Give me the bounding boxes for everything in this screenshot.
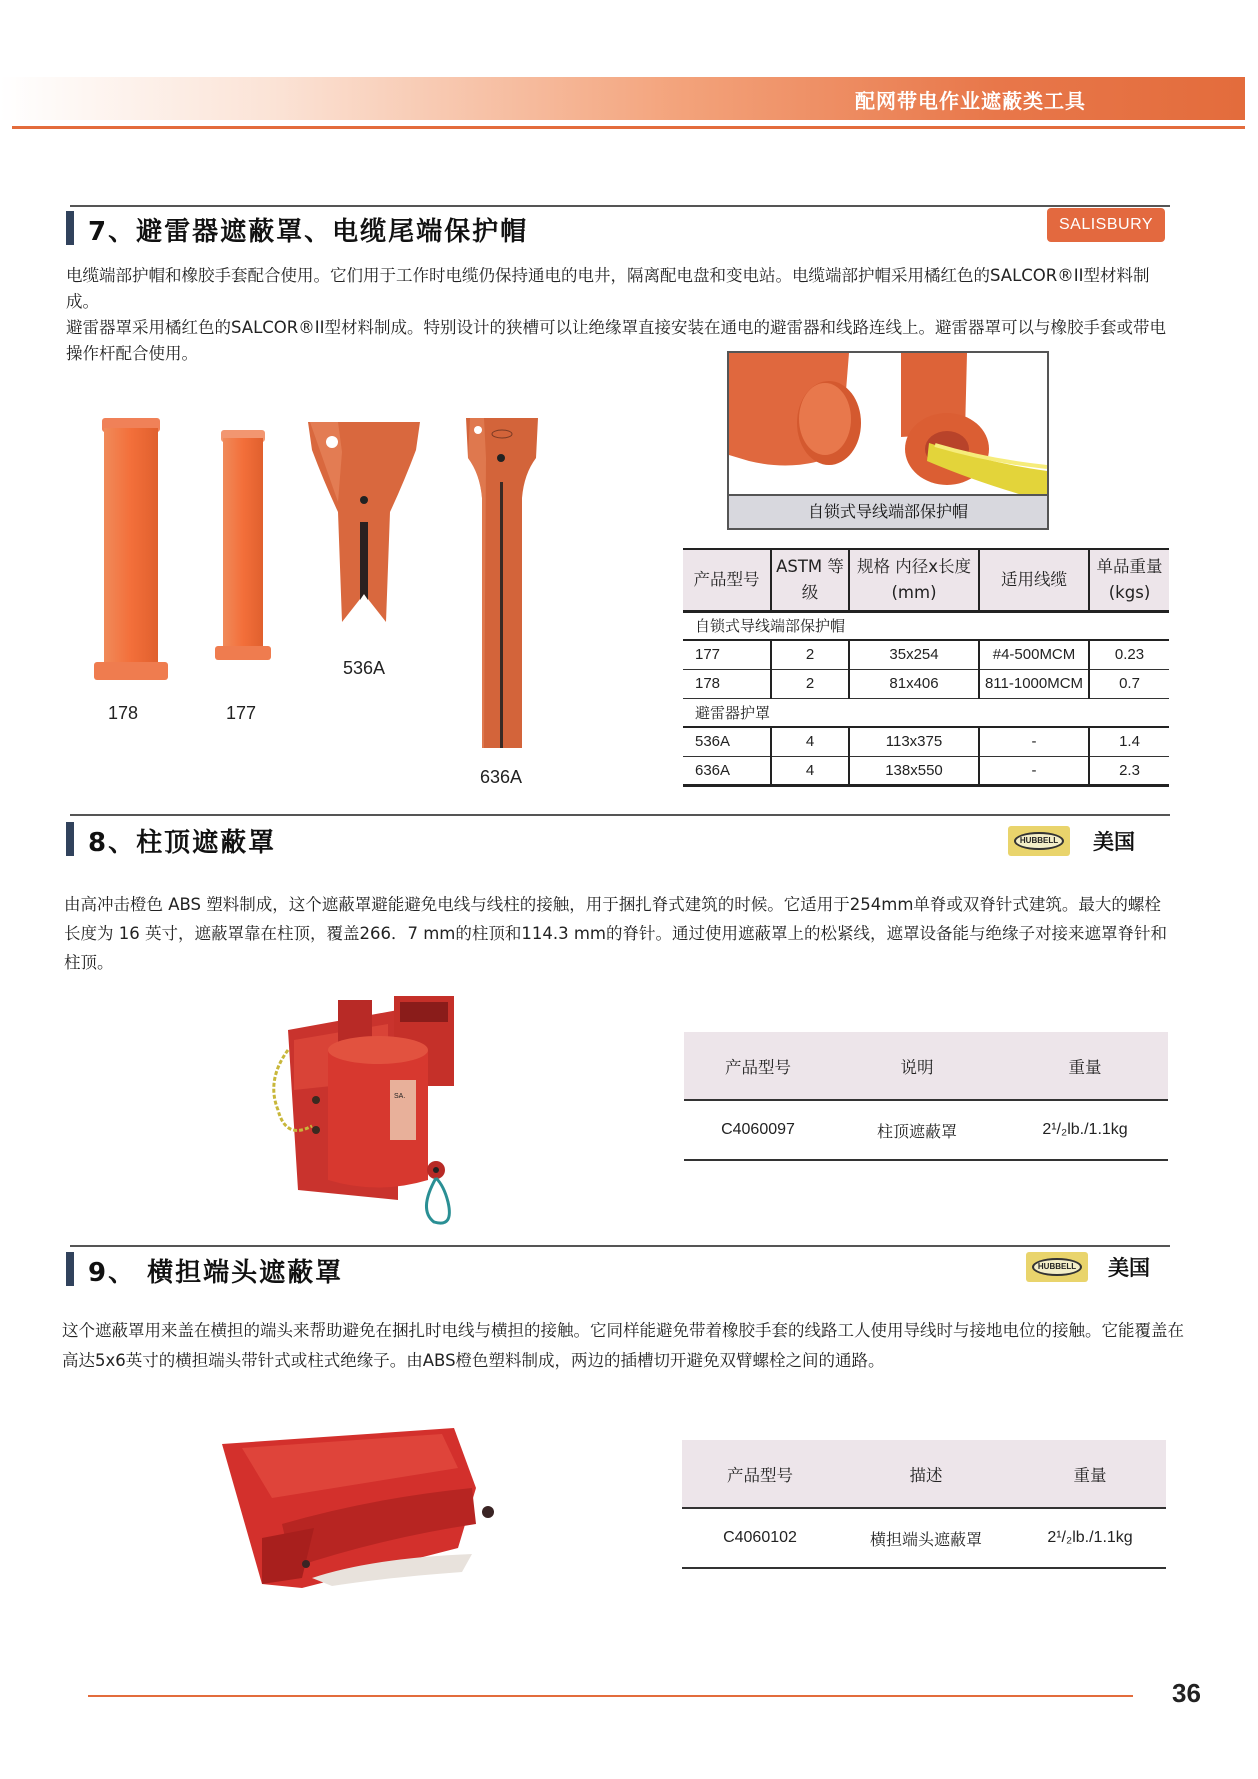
table-header-row [682, 1440, 1166, 1508]
table-row [683, 669, 1169, 698]
self-locking-cap-photo [727, 351, 1049, 530]
cell-weight: 2¹/₂lb./1.1kg [1002, 1100, 1168, 1160]
section9-title: 9、 横担端头遮蔽罩 [88, 1258, 344, 1288]
table-header-row [683, 549, 1169, 611]
section8-marker [66, 822, 74, 856]
cell-cable: #4-500MCM [979, 640, 1089, 669]
header-weight: 单品重量 (kgs) [1089, 549, 1169, 611]
section9-marker [66, 1252, 74, 1286]
cell-astm: 2 [771, 640, 849, 669]
cell-model: 178 [683, 669, 771, 698]
footer-rule [88, 1695, 1133, 1697]
product-label-178: 178 [108, 703, 139, 723]
cell-model: C4060097 [684, 1100, 832, 1160]
header-size: 规格 内径x长度 (mm) [849, 549, 979, 611]
hubbell-logo [1026, 1252, 1088, 1282]
header-description: 描述 [838, 1440, 1014, 1508]
pole-top-cover-image [258, 990, 458, 1230]
table-row [682, 1508, 1166, 1568]
section8-rule [70, 814, 1170, 816]
header-title: 配网带电作业遮蔽类工具 [855, 89, 1086, 113]
section7-marker [66, 211, 74, 245]
cell-weight: 2.3 [1089, 756, 1169, 785]
table-row [683, 640, 1169, 669]
section7-rule [70, 205, 1170, 207]
hubbell-logo-text: HUBBELL [1032, 1258, 1082, 1276]
cell-model: 636A [683, 756, 771, 785]
cell-size: 81x406 [849, 669, 979, 698]
section8-spec-table [684, 1032, 1168, 1161]
cell-weight: 0.7 [1089, 669, 1169, 698]
hubbell-logo-text: HUBBELL [1014, 832, 1064, 850]
section8-description: 由高冲击橙色 ABS 塑料制成，这个遮蔽罩避能避免电线与线柱的接触，用于捆扎脊式建筑的时候。它适用于254mm单脊或双脊针式建筑。最大的螺栓长度为 16 英寸，遮蔽罩靠在柱顶，覆盖266．7 mm的柱顶和114.3 mm的脊针。通过使用遮蔽罩上的松紧线，遮罩设备能与绝缘子对接来遮罩脊针和柱顶。 [64, 895, 1167, 972]
salisbury-logo: SALISBURY [1047, 208, 1165, 242]
cell-cable: - [979, 756, 1089, 785]
header-model: 产品型号 [683, 549, 771, 611]
cell-model: C4060102 [682, 1508, 838, 1568]
cell-description: 柱顶遮蔽罩 [832, 1100, 1002, 1160]
section8-title: 8、柱顶遮蔽罩 [88, 828, 277, 858]
cable-end-cap-178-image [92, 418, 170, 683]
header-model: 产品型号 [682, 1440, 838, 1508]
cell-weight: 1.4 [1089, 727, 1169, 756]
table-row [684, 1100, 1168, 1160]
table-group-row [683, 698, 1169, 727]
header-cable: 适用线缆 [979, 549, 1089, 611]
section7-paragraph-2: 避雷器罩采用橘红色的SALCOR®II型材料制成。特别设计的狭槽可以让绝缘罩直接安装在通电的避雷器和线路连线上。避雷器罩可以与橡胶手套或带电操作杆配合使用。 [66, 318, 1166, 363]
table-row [683, 727, 1169, 756]
cell-model: 536A [683, 727, 771, 756]
cell-cable: - [979, 727, 1089, 756]
cell-model: 177 [683, 640, 771, 669]
section7-title: 7、避雷器遮蔽罩、电缆尾端保护帽 [88, 217, 529, 247]
cell-size: 35x254 [849, 640, 979, 669]
group-label: 自锁式导线端部保护帽 [683, 611, 1169, 640]
cell-weight: 2¹/₂lb./1.1kg [1014, 1508, 1166, 1568]
cell-astm: 4 [771, 756, 849, 785]
header-weight: 重量 [1014, 1440, 1166, 1508]
table-row [683, 756, 1169, 785]
product-label-177: 177 [226, 703, 257, 723]
header-weight: 重量 [1002, 1032, 1168, 1100]
cell-cable: 811-1000MCM [979, 669, 1089, 698]
page-number: 36 [1172, 1678, 1201, 1708]
hubbell-logo [1008, 826, 1070, 856]
cell-size: 138x550 [849, 756, 979, 785]
arrester-cover-536a-image [308, 422, 420, 630]
cell-weight: 0.23 [1089, 640, 1169, 669]
pole-top-cover-label: SA. [394, 1093, 406, 1100]
group-label: 避雷器护罩 [683, 698, 1169, 727]
cell-size: 113x375 [849, 727, 979, 756]
self-locking-cap-illustration [729, 353, 1047, 494]
cable-end-cap-177-image [214, 430, 272, 662]
product-label-636a: 636A [480, 767, 523, 787]
section8-country: 美国 [1093, 830, 1135, 854]
table-group-row [683, 611, 1169, 640]
cell-astm: 2 [771, 669, 849, 698]
header-description: 说明 [832, 1032, 1002, 1100]
section9-spec-table [682, 1440, 1166, 1569]
arrester-cover-636a-image [464, 418, 540, 750]
product-label-536a: 536A [343, 658, 386, 678]
header-model: 产品型号 [684, 1032, 832, 1100]
section9-country: 美国 [1108, 1256, 1150, 1280]
header-rule [12, 126, 1245, 129]
cell-description: 横担端头遮蔽罩 [838, 1508, 1014, 1568]
section9-description: 这个遮蔽罩用来盖在横担的端头来帮助避免在捆扎时电线与横担的接触。它同样能避免带着橡胶手套的线路工人使用导线时与接地电位的接触。它能覆盖在高达5x6英寸的横担端头带针式或柱式绝缘子。由ABS橙色塑料制成，两边的插槽切开避免双臂螺栓之间的通路。 [62, 1321, 1184, 1370]
section7-paragraph-1: 电缆端部护帽和橡胶手套配合使用。它们用于工作时电缆仍保持通电的电井，隔离配电盘和变电站。电缆端部护帽采用橘红色的SALCOR®II型材料制成。 [66, 266, 1150, 311]
section7-spec-table [683, 548, 1169, 787]
cell-astm: 4 [771, 727, 849, 756]
table-header-row [684, 1032, 1168, 1100]
crossarm-end-cover-image [222, 1428, 514, 1590]
header-astm: ASTM 等级 [771, 549, 849, 611]
section9-rule [70, 1245, 1170, 1247]
photo-caption: 自锁式导线端部保护帽 [729, 494, 1047, 528]
